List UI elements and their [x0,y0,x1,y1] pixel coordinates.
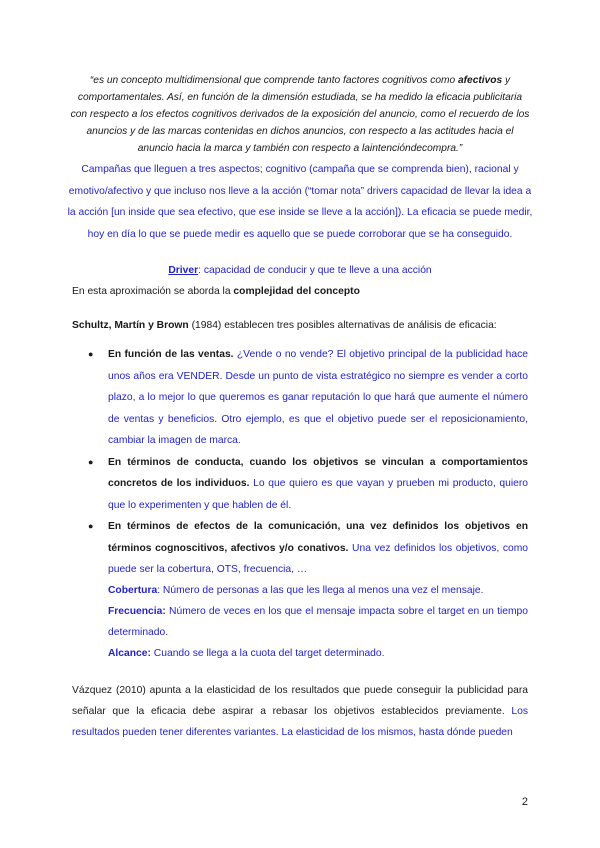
driver-term: Driver [168,265,199,276]
driver-definition [64,263,536,279]
driver-def: : capacidad de conducir y que te lleve a una acción [198,265,432,276]
schultz-authors: Schultz, Martín y Brown [72,320,189,331]
bullet-note: ¿Vende o no vende? El objetivo principal de la publicidad hace unos años era VENDER. Desde un punto de vista estratégico no siempre es vender a corto plazo, a lo mejor lo que queremos es ganar reputación lo que hará que aumente el número de ventas y beneficios. Otro ejemplo, es que el objetivo puede ser el reposicionamiento, cambiar la imagen de marca. [108,349,528,446]
schultz-paragraph [72,318,528,334]
list-item [72,516,528,581]
bullet-note: Lo que quiero es que vayan y prueben mi producto, quiero que lo experimenten y que hablen de él. [108,478,528,511]
definition-term: Alcance: [108,648,151,659]
definition-cobertura [108,580,528,601]
bullet-bold: En términos de conducta, cuando los objetivos se vinculan a comportamientos concretos de los individuos. [108,456,528,489]
intro-paragraph [72,284,528,300]
bullet-icon: ● [88,521,94,531]
blue-notes-paragraph: Campañas que lleguen a tres aspectos; cognitivo (campaña que se comprenda bien), racional y emotivo/afectivo y que incluso nos lleve a la acción (“tomar nota” drivers capacidad de llevar la idea a la acción [un inside que sea efectivo, que ese inside se lleve a la acción]). La eficacia se puede medir, hoy en día lo que se puede medir es aquello que se puede corroborar que se ha conseguido. [67,164,533,240]
alternatives-list [72,344,528,581]
definitions-block [108,580,528,664]
definition-text: Número de veces en los que el mensaje impacta sobre el target en un tiempo determinado. [108,606,528,638]
bullet-icon: ● [88,349,94,359]
definition-term: Cobertura [108,585,158,596]
bullet-note: Una vez definidos los objetivos, como puede ser la cobertura, OTS, frecuencia, … [108,542,529,575]
definition-frecuencia [108,601,528,643]
vazquez-note: Los resultados pueden tener diferentes variantes. La elasticidad de los mismos, hasta dónde pueden [72,706,528,738]
intro-bold: complejidad del concepto [233,286,360,297]
schultz-text: (1984) establecen tres posibles alternativas de análisis de eficacia: [188,320,497,331]
quote-text-1: “es un concepto multidimensional que comprende tanto factores cognitivos como [89,75,458,86]
definition-term: Frecuencia: [108,606,166,617]
list-item [72,452,528,517]
definition-alcance [108,643,528,664]
vazquez-paragraph [72,680,528,743]
list-item [72,344,528,452]
bullet-bold: En términos de efectos de la comunicación, una vez definidos los objetivos en términos cognoscitivos, afectivos y/o conativos. [108,521,528,554]
vazquez-text: Vázquez (2010) apunta a la elasticidad de los resultados que puede conseguir la publicidad para señalar que la eficacia debe aspirar a rebasar los objetivos establecidos previamente. [72,685,528,717]
quote-bold-term: afectivos [457,75,503,86]
bullet-bold: En función de las ventas. [108,349,234,360]
intro-text: En esta aproximación se aborda la [72,286,234,297]
bullet-icon: ● [88,456,94,467]
quote-paragraph [70,72,530,157]
definition-text: : Número de personas a las que les llega al menos una vez el mensaje. [157,585,484,596]
page-number: 2 [521,796,528,808]
definition-text: Cuando se llega a la cuota del target determinado. [150,648,385,659]
quote-text-2: y comportamentales. Así, en función de la dimensión estudiada, se ha medido la eficacia publicitaria con respecto a los efectos cognitivos derivados de la exposición del anuncio, como el recuerdo de los anuncios y de las marcas contenidas en dichos anuncios, con respecto a las actitudes hacia el anuncio hacia la marca y también con respecto a laintencióndecompra.” [70,75,530,154]
